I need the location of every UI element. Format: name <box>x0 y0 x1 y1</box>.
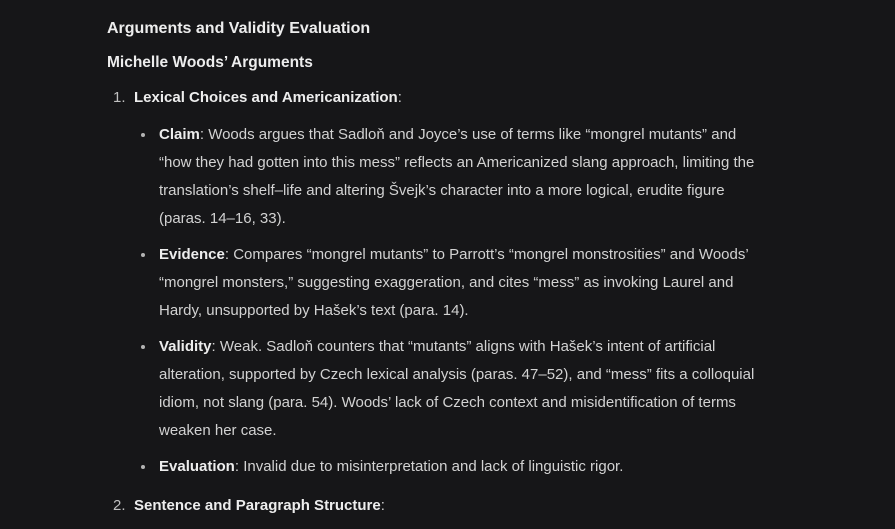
bullet-item-evidence <box>134 241 835 325</box>
list-number: 2. <box>113 497 126 514</box>
numbered-list <box>107 84 835 529</box>
bullet-label: Evidence <box>159 246 225 263</box>
bullet-body-text: : Woods argues that Sadloň and Joyce’s use of terms like “mongrel mutants” and “how they had gotten into this mess” reflects an Americanized slang approach, limiting the translation’s shelf–life and altering Švejk’s character into a more logical, erudite figure (paras. 14–16, 33). <box>159 126 755 227</box>
numbered-item-title <box>134 492 835 520</box>
bullet-label: Evaluation <box>159 458 235 475</box>
page-title: Arguments and Validity Evaluation <box>107 20 371 37</box>
numbered-item-title-suffix: : <box>397 89 402 106</box>
numbered-item-title-text: Lexical Choices and Americanization <box>134 89 398 106</box>
list-number: 1. <box>113 89 126 106</box>
bullet-body-text: : Compares “mongrel mutants” to Parrott’s “mongrel monstrosities” and Woods’ “mongrel monsters,” suggesting exaggeration, and cites “mess” as invoking Laurel and Hardy, unsupported by Hašek’s text (para. 14). <box>159 246 749 319</box>
bullet-text <box>159 333 764 445</box>
bullet-text <box>159 121 764 233</box>
bullet-icon <box>141 133 145 137</box>
bullet-item-validity <box>134 333 835 445</box>
numbered-item-sentence-structure <box>107 492 835 529</box>
bullet-marker-column <box>134 241 159 257</box>
numbered-item-title-text: Sentence and Paragraph Structure <box>134 497 381 514</box>
bullet-marker-column <box>134 121 159 137</box>
section-heading: Michelle Woods’ Arguments <box>107 54 313 71</box>
bullet-item-evaluation <box>134 453 835 481</box>
bullet-marker-column <box>134 333 159 349</box>
bullet-icon <box>141 253 145 257</box>
numbered-item-lexical-choices <box>107 84 835 481</box>
bullet-body-text: : Weak. Sadloň counters that “mutants” aligns with Hašek’s intent of artificial alteration, supported by Czech lexical analysis (paras. 47–52), and “mess” fits a colloquial idiom, not slang (para. 54). Woods’ lack of Czech context and misidentification of terms weaken her case. <box>159 338 755 439</box>
bullet-item-claim <box>134 121 835 233</box>
bullet-body-text: : Invalid due to misinterpretation and lack of linguistic rigor. <box>234 458 624 475</box>
numbered-item-body <box>134 492 835 529</box>
bullet-icon <box>141 465 145 469</box>
numbered-item-body <box>134 84 835 481</box>
bullet-label: Validity <box>159 338 212 355</box>
bullet-icon <box>141 345 145 349</box>
numbered-item-title <box>134 84 835 112</box>
numbered-item-title-suffix: : <box>380 497 385 514</box>
bullet-list <box>134 121 835 481</box>
bullet-label: Claim <box>159 126 200 143</box>
bullet-marker-column <box>134 453 159 469</box>
bullet-text <box>159 241 764 325</box>
bullet-text <box>159 453 623 481</box>
